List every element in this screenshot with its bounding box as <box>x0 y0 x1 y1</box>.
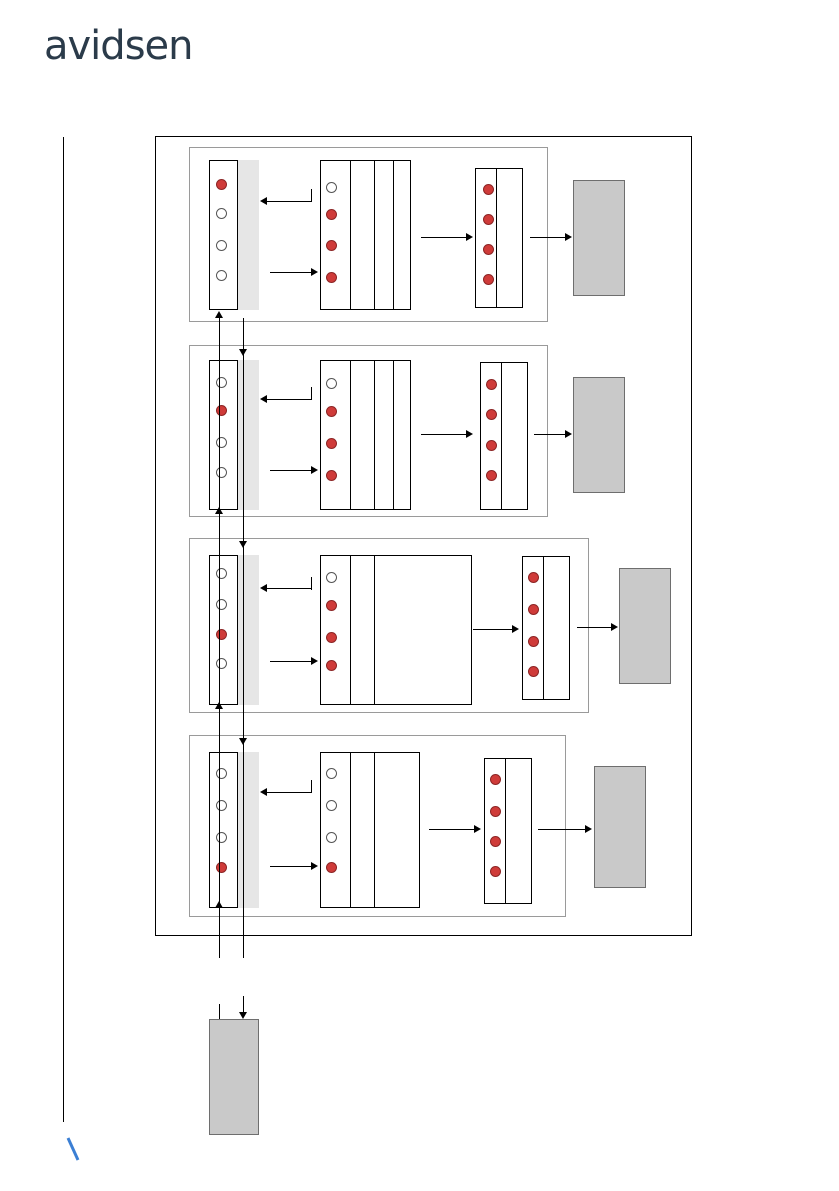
arrow-2-grey-line <box>534 434 566 435</box>
arrow-4-grey-head <box>585 825 592 833</box>
arrow-1-grey-line <box>530 237 566 238</box>
card-2-divider-1 <box>350 361 351 509</box>
card-led-3-1 <box>326 572 337 583</box>
card-led-3-3 <box>326 632 337 643</box>
output-led-3-1 <box>528 572 539 583</box>
card-led-3-2 <box>326 600 337 611</box>
arrow-2-out-line <box>421 434 467 435</box>
arrow-2-out-head <box>466 430 473 438</box>
card-4-divider-1 <box>350 753 351 907</box>
output-led-2-2 <box>486 409 497 420</box>
bottom-connector-arrow <box>239 1012 247 1019</box>
led-4-4 <box>216 862 227 873</box>
bottom-connector-left <box>219 1004 220 1020</box>
arrow-2-left-drop <box>311 387 312 400</box>
arrow-1-left-head <box>260 197 267 205</box>
arrow-4-right-head <box>311 862 318 870</box>
arrow-1-right-line <box>270 272 312 273</box>
led-column-4 <box>209 752 259 908</box>
led-3-3 <box>216 629 227 640</box>
led-2-4 <box>216 467 227 478</box>
card-1-divider-2 <box>374 161 375 309</box>
led-column-3 <box>209 555 259 705</box>
arrow-2-grey-head <box>565 430 572 438</box>
led-2-2 <box>216 405 227 416</box>
card-led-2-2 <box>326 406 337 417</box>
bus-up-arrow-1 <box>215 311 223 318</box>
brand-logo <box>44 22 244 70</box>
arrow-2-right-head <box>311 466 318 474</box>
page-corner-mark <box>66 1136 80 1162</box>
card-led-1-4 <box>326 272 337 283</box>
output-led-4-3 <box>490 836 501 847</box>
bus-down-arrow-3 <box>239 738 247 745</box>
page-left-rule <box>63 137 64 1122</box>
arrow-4-left-drop <box>311 780 312 793</box>
arrow-3-right-line <box>270 661 312 662</box>
card-led-1-3 <box>326 240 337 251</box>
card-3-divider-2 <box>374 556 375 704</box>
card-3-divider-1 <box>350 556 351 704</box>
card-led-3-4 <box>326 660 337 671</box>
arrow-4-grey-line <box>538 829 586 830</box>
arrow-3-left-head <box>260 584 267 592</box>
output-led-1-3 <box>483 244 494 255</box>
card-led-2-4 <box>326 470 337 481</box>
card-led-1-2 <box>326 209 337 220</box>
arrow-2-right-line <box>270 470 312 471</box>
output-led-4-2 <box>490 806 501 817</box>
card-led-2-3 <box>326 438 337 449</box>
output-led-1-4 <box>483 274 494 285</box>
bus-down-arrow-1 <box>239 349 247 356</box>
output-led-3-2 <box>528 604 539 615</box>
bus-right-line <box>243 318 244 958</box>
bus-up-arrow-2 <box>215 507 223 514</box>
arrow-3-right-head <box>311 657 318 665</box>
arrow-1-out-head <box>466 233 473 241</box>
arrow-2-left-line <box>267 399 312 400</box>
led-4-3 <box>216 832 227 843</box>
grey-block-2 <box>573 377 625 493</box>
output-led-2-3 <box>486 440 497 451</box>
led-3-1 <box>216 568 227 579</box>
arrow-4-left-line <box>267 792 312 793</box>
card-led-2-1 <box>326 378 337 389</box>
arrow-1-left-drop <box>311 189 312 202</box>
arrow-3-left-line <box>267 588 312 589</box>
card-1-divider-1 <box>350 161 351 309</box>
bus-down-arrow-2 <box>239 541 247 548</box>
arrow-3-out-line <box>473 629 513 630</box>
brand-logo-text: avidsen <box>44 23 193 69</box>
grey-block-3 <box>619 568 671 684</box>
led-1-4 <box>216 270 227 281</box>
led-2-1 <box>216 377 227 388</box>
arrow-3-grey-head <box>611 623 618 631</box>
card-2-divider-3 <box>393 361 394 509</box>
led-column-1-greybar <box>237 160 259 310</box>
arrow-3-out-head <box>512 625 519 633</box>
led-2-3 <box>216 437 227 448</box>
led-column-1 <box>209 160 259 310</box>
arrow-1-left-line <box>267 201 312 202</box>
arrow-3-left-drop <box>311 577 312 590</box>
card-led-4-2 <box>326 800 337 811</box>
led-column-2-greybar <box>237 360 259 510</box>
arrow-3-grey-line <box>577 627 612 628</box>
led-3-2 <box>216 599 227 610</box>
led-1-2 <box>216 208 227 219</box>
card-led-1-1 <box>326 182 337 193</box>
card-2-divider-2 <box>374 361 375 509</box>
bus-up-arrow-4 <box>215 901 223 908</box>
output-led-4-4 <box>490 866 501 877</box>
arrow-4-left-head <box>260 788 267 796</box>
bus-left-line <box>219 318 220 958</box>
arrow-4-right-line <box>270 866 312 867</box>
led-3-4 <box>216 658 227 669</box>
card-led-4-3 <box>326 832 337 843</box>
output-4-divider <box>505 759 506 903</box>
grey-block-4 <box>594 766 646 888</box>
led-1-1 <box>216 179 227 190</box>
output-1-divider <box>496 169 497 307</box>
card-led-4-1 <box>326 768 337 779</box>
arrow-2-left-head <box>260 395 267 403</box>
output-led-1-1 <box>483 184 494 195</box>
led-4-2 <box>216 800 227 811</box>
arrow-1-right-head <box>311 268 318 276</box>
led-column-3-greybar <box>237 555 259 705</box>
bus-up-arrow-3 <box>215 702 223 709</box>
output-3-divider <box>543 557 544 699</box>
multi-cell-card-3 <box>320 555 472 705</box>
led-column-2 <box>209 360 259 510</box>
output-led-4-1 <box>490 774 501 785</box>
card-1-divider-3 <box>393 161 394 309</box>
arrow-4-out-head <box>474 825 481 833</box>
grey-block-1 <box>573 180 625 296</box>
led-4-1 <box>216 768 227 779</box>
output-2-divider <box>501 363 502 509</box>
arrow-1-out-line <box>421 237 467 238</box>
output-led-2-1 <box>486 379 497 390</box>
led-1-3 <box>216 240 227 251</box>
arrow-1-grey-head <box>565 233 572 241</box>
output-led-3-3 <box>528 636 539 647</box>
arrow-4-out-line <box>429 829 475 830</box>
card-4-divider-2 <box>374 753 375 907</box>
bottom-grey-block <box>209 1019 259 1135</box>
output-led-1-2 <box>483 214 494 225</box>
output-led-3-4 <box>528 666 539 677</box>
output-led-2-4 <box>486 470 497 481</box>
card-led-4-4 <box>326 862 337 873</box>
led-column-4-greybar <box>237 752 259 908</box>
